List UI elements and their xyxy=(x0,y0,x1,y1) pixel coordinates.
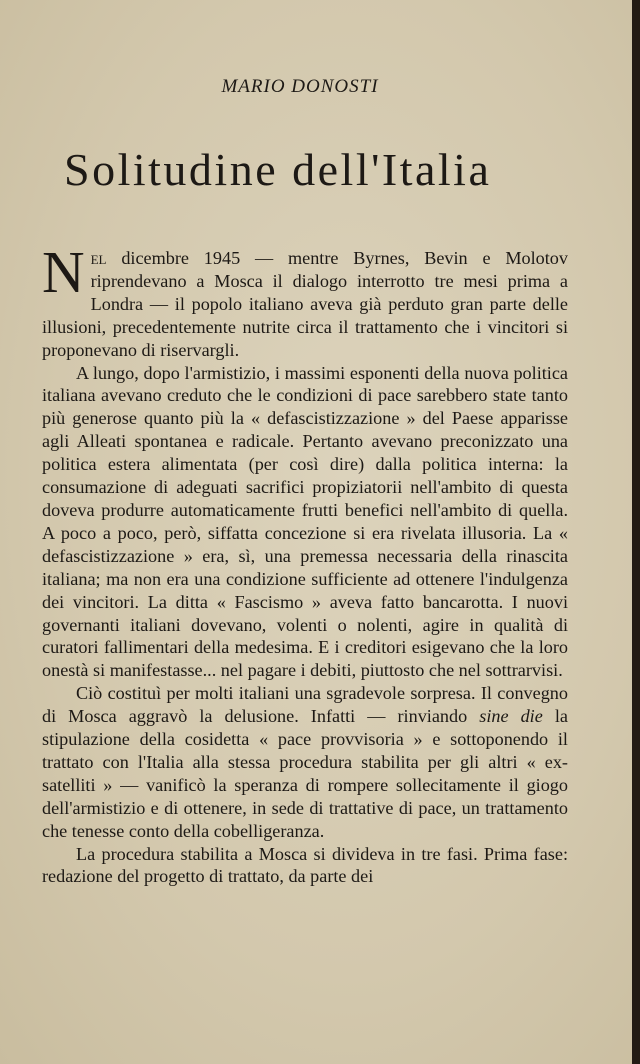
article-body xyxy=(42,239,568,888)
paragraph-1-text: dicembre 1945 — mentre Byrnes, Bevin e Molotov riprendevano a Mosca il dialogo interrotto tre mesi prima a Londra — il popolo italiano aveva già perduto gran parte delle illusioni, precedentemente nutrite circa il trattamento che i vincitori si proponevano di riservargli. xyxy=(42,248,568,360)
article-title: Solitudine dell'Italia xyxy=(64,144,492,195)
italic-phrase: sine die xyxy=(479,706,543,727)
drop-cap: N xyxy=(42,239,85,305)
paragraph-3-text-b: la stipulazione della cosidetta « pace provvisoria » e sottoponendo il trattato con l'Italia alla stessa procedura stabilita per gli altri « ex-satelliti » — vanificò la speranza di rompere sollecitamente il giogo dell'armistizio e di ottenere, in sede di trattative di pace, un trattamento che tenesse conto della cobelligeranza. xyxy=(42,706,568,841)
paragraph-3-text-a: Ciò costituì per molti italiani una sgradevole sorpresa. Il convegno di Mosca aggravò la delusione. Infatti — rinviando xyxy=(42,683,568,727)
small-caps-lead: el xyxy=(90,248,107,268)
page-edge xyxy=(632,0,640,1064)
author-name: MARIO DONOSTI xyxy=(221,76,379,97)
paragraph-2: A lungo, dopo l'armistizio, i massimi esponenti della nuova politica italiana avevano creduto che le condizioni di pace sarebbero state tanto più generose quanto più la « defascistizzazione » del Paese apparisse agli Alleati spontanea e radicale. Pertanto avevano preconizzato una politica estera alimentata (per così dire) dalla politica interna: la consumazione di adeguati sacrifici propiziatorii nell'ambito di questa doveva produrre automaticamente frutti benefici nell'ambito di quella. A poco a poco, però, siffatta concezione si era rivelata illusoria. La « defascistizzazione » era, sì, una premessa necessaria della rinascita italiana; ma non era una condizione sufficiente ad ottenere l'indulgenza dei vincitori. La ditta « Fascismo » aveva fatto bancarotta. I nuovi governanti italiani dovevano, volenti o nolenti, agire in qualità di curatori fallimentari della medesima. E i creditori esigevano che la loro onestà si manifestasse... nel pagare i debiti, piuttosto che nel sottrarvisi. xyxy=(42,362,568,681)
paragraph-4: La procedura stabilita a Mosca si divideva in tre fasi. Prima fase: redazione del progetto di trattato, da parte dei xyxy=(42,843,568,887)
paragraph-3 xyxy=(42,682,568,842)
paragraph-1 xyxy=(42,239,568,362)
